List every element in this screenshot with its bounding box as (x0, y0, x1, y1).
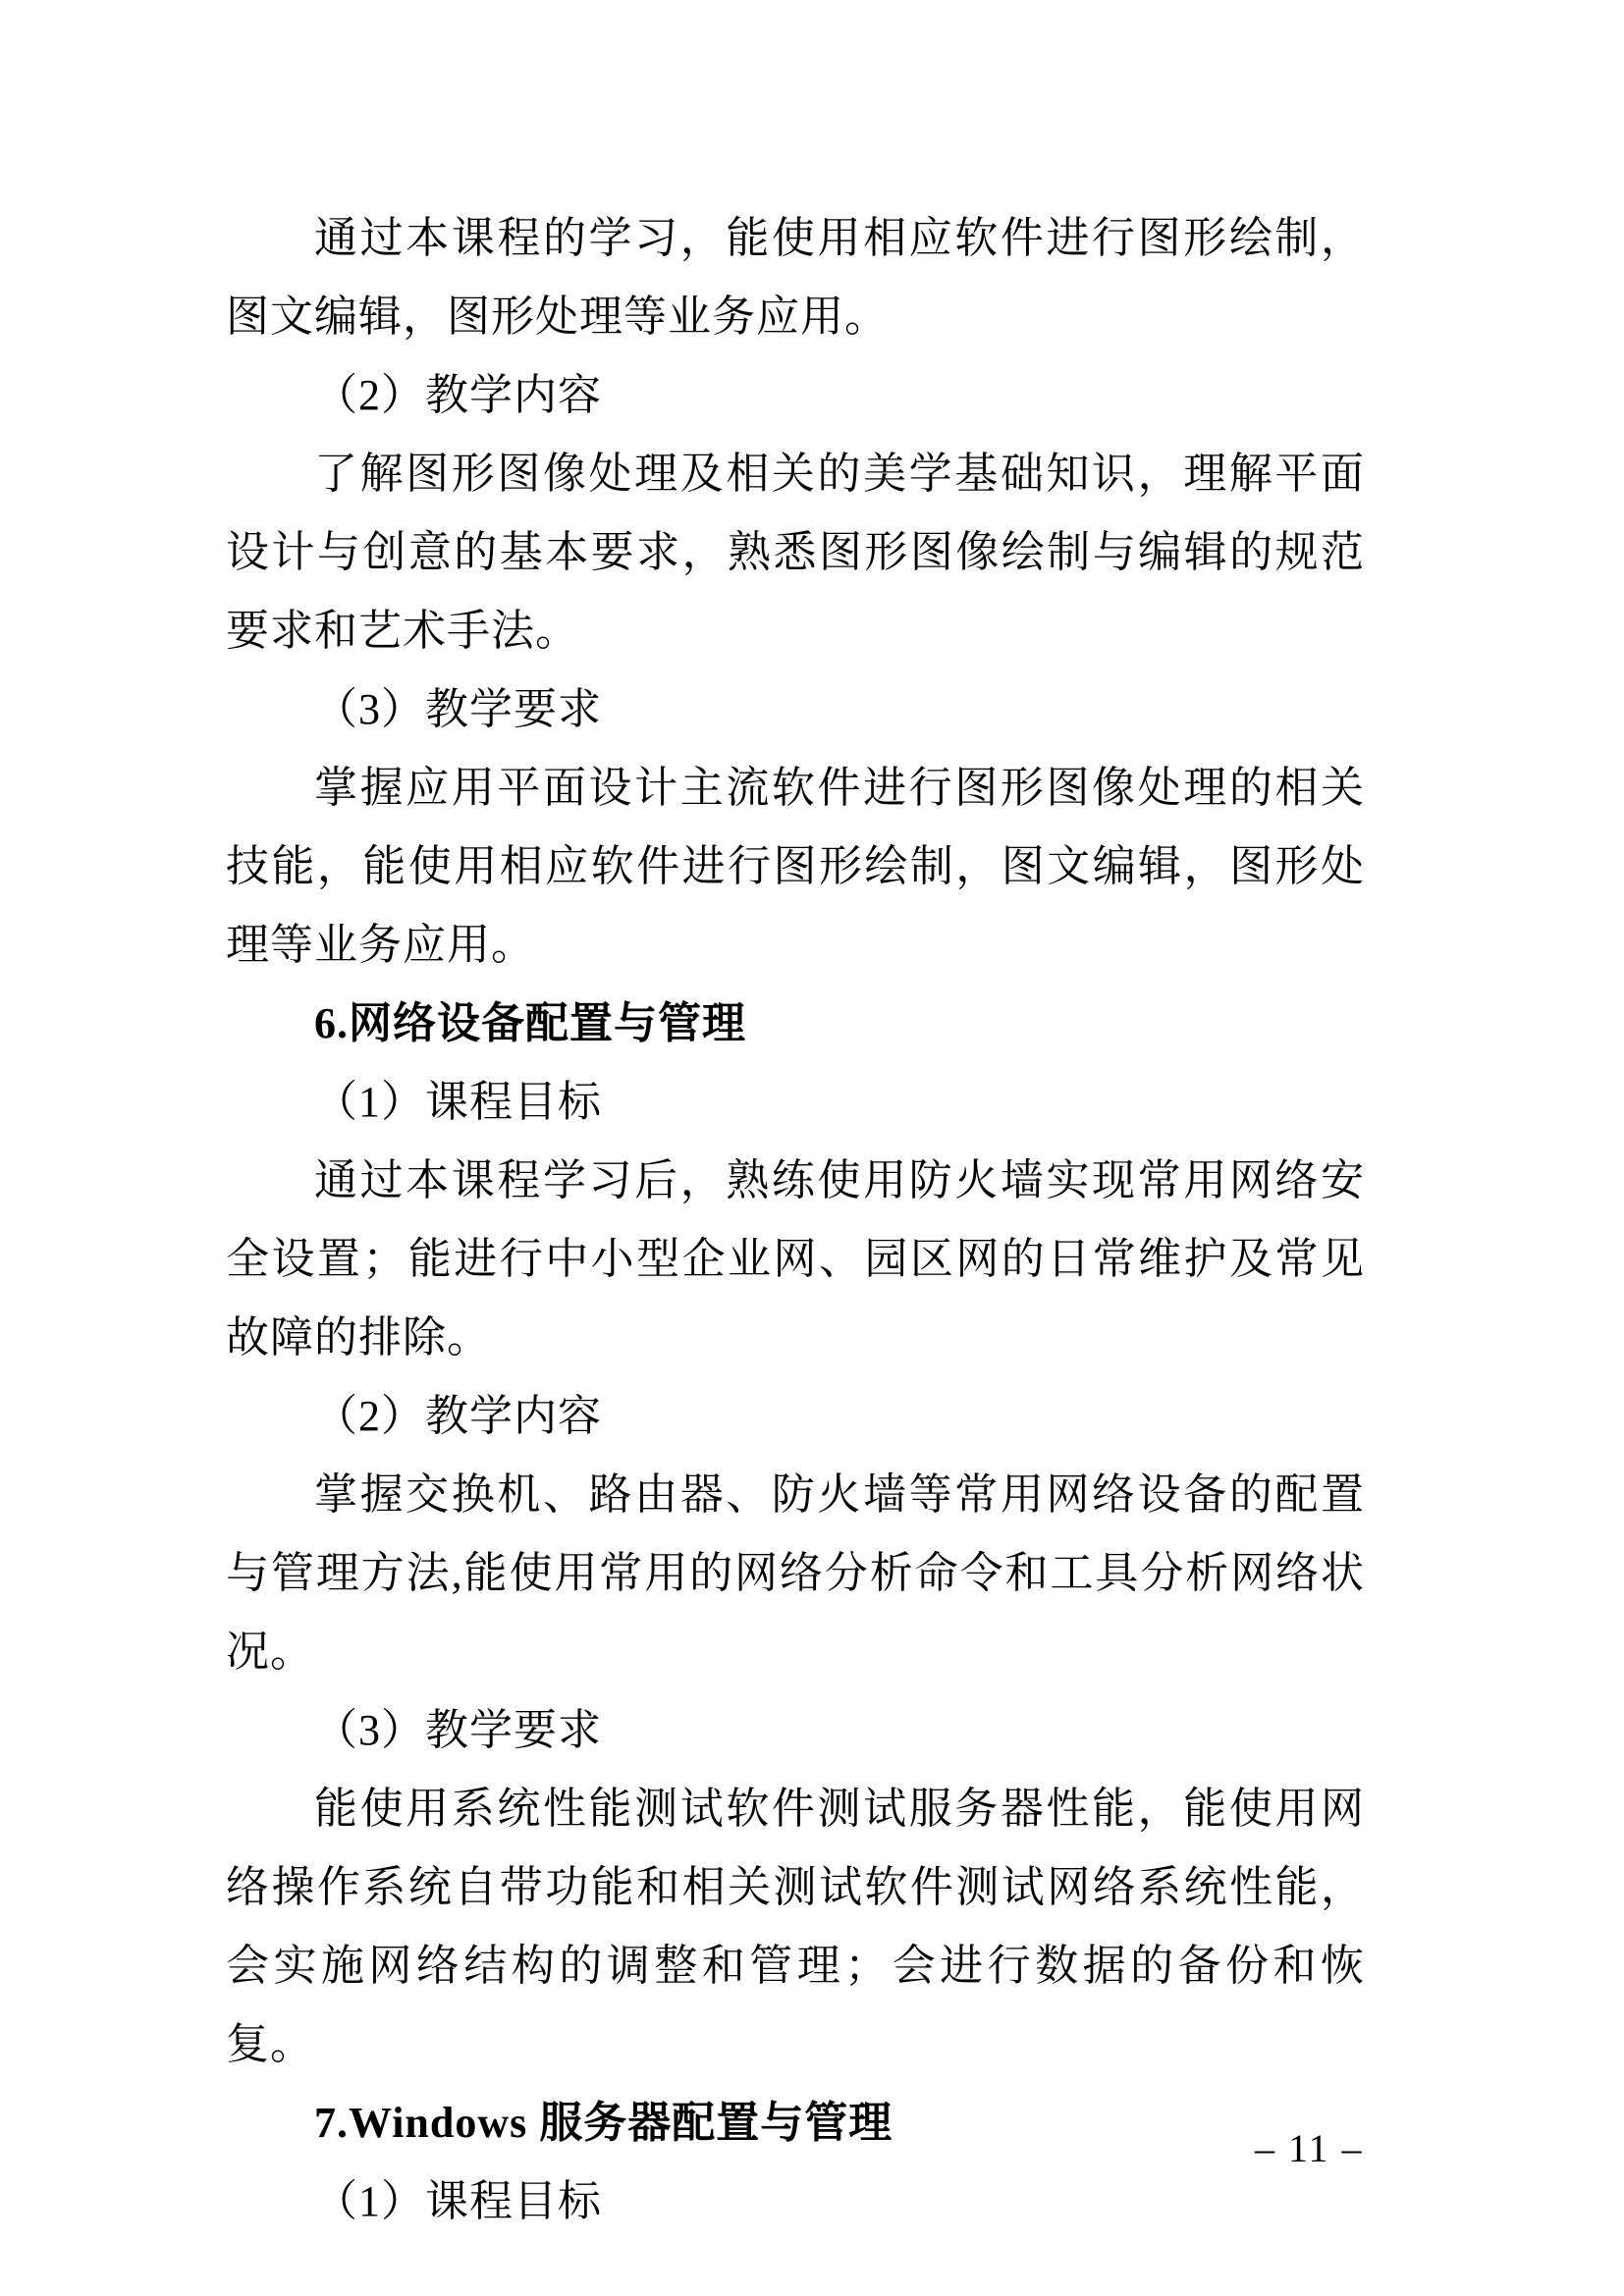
body-paragraph: 能使用系统性能测试软件测试服务器性能，能使用网络操作系统自带功能和相关测试软件测试网络系统性能，会实施网络结构的调整和管理；会进行数据的备份和恢复。 (226, 1785, 1365, 2068)
subsection-label: （3）教学要求 (314, 685, 602, 733)
document-body (226, 199, 1365, 2241)
body-paragraph: 通过本课程的学习，能使用相应软件进行图形绘制，图文编辑，图形处理等业务应用。 (226, 214, 1365, 341)
body-paragraph: 通过本课程学习后，熟练使用防火墙实现常用网络安全设置；能进行中小型企业网、园区网的日常维护及常见故障的排除。 (226, 1156, 1365, 1362)
body-paragraph: 掌握交换机、路由器、防火墙等常用网络设备的配置与管理方法,能使用常用的网络分析命令和工具分析网络状况。 (226, 1470, 1365, 1676)
subsection-label: （2）教学内容 (314, 1392, 602, 1440)
body-paragraph: 了解图形图像处理及相关的美学基础知识，理解平面设计与创意的基本要求，熟悉图形图像绘制与编辑的规范要求和艺术手法。 (226, 450, 1365, 655)
section-heading-course-6: 6.网络设备配置与管理 (314, 999, 746, 1047)
subsection-label: （2）教学内容 (314, 371, 602, 419)
subsection-label: （3）教学要求 (314, 1706, 602, 1754)
subsection-label: （1）课程目标 (314, 1078, 602, 1126)
subsection-label: （1）课程目标 (314, 2177, 602, 2225)
body-paragraph: 掌握应用平面设计主流软件进行图形图像处理的相关技能，能使用相应软件进行图形绘制，图文编辑，图形处理等业务应用。 (226, 764, 1365, 969)
page-number: – 11 – (1255, 2126, 1364, 2170)
section-heading-course-7: 7.Windows 服务器配置与管理 (314, 2099, 893, 2147)
